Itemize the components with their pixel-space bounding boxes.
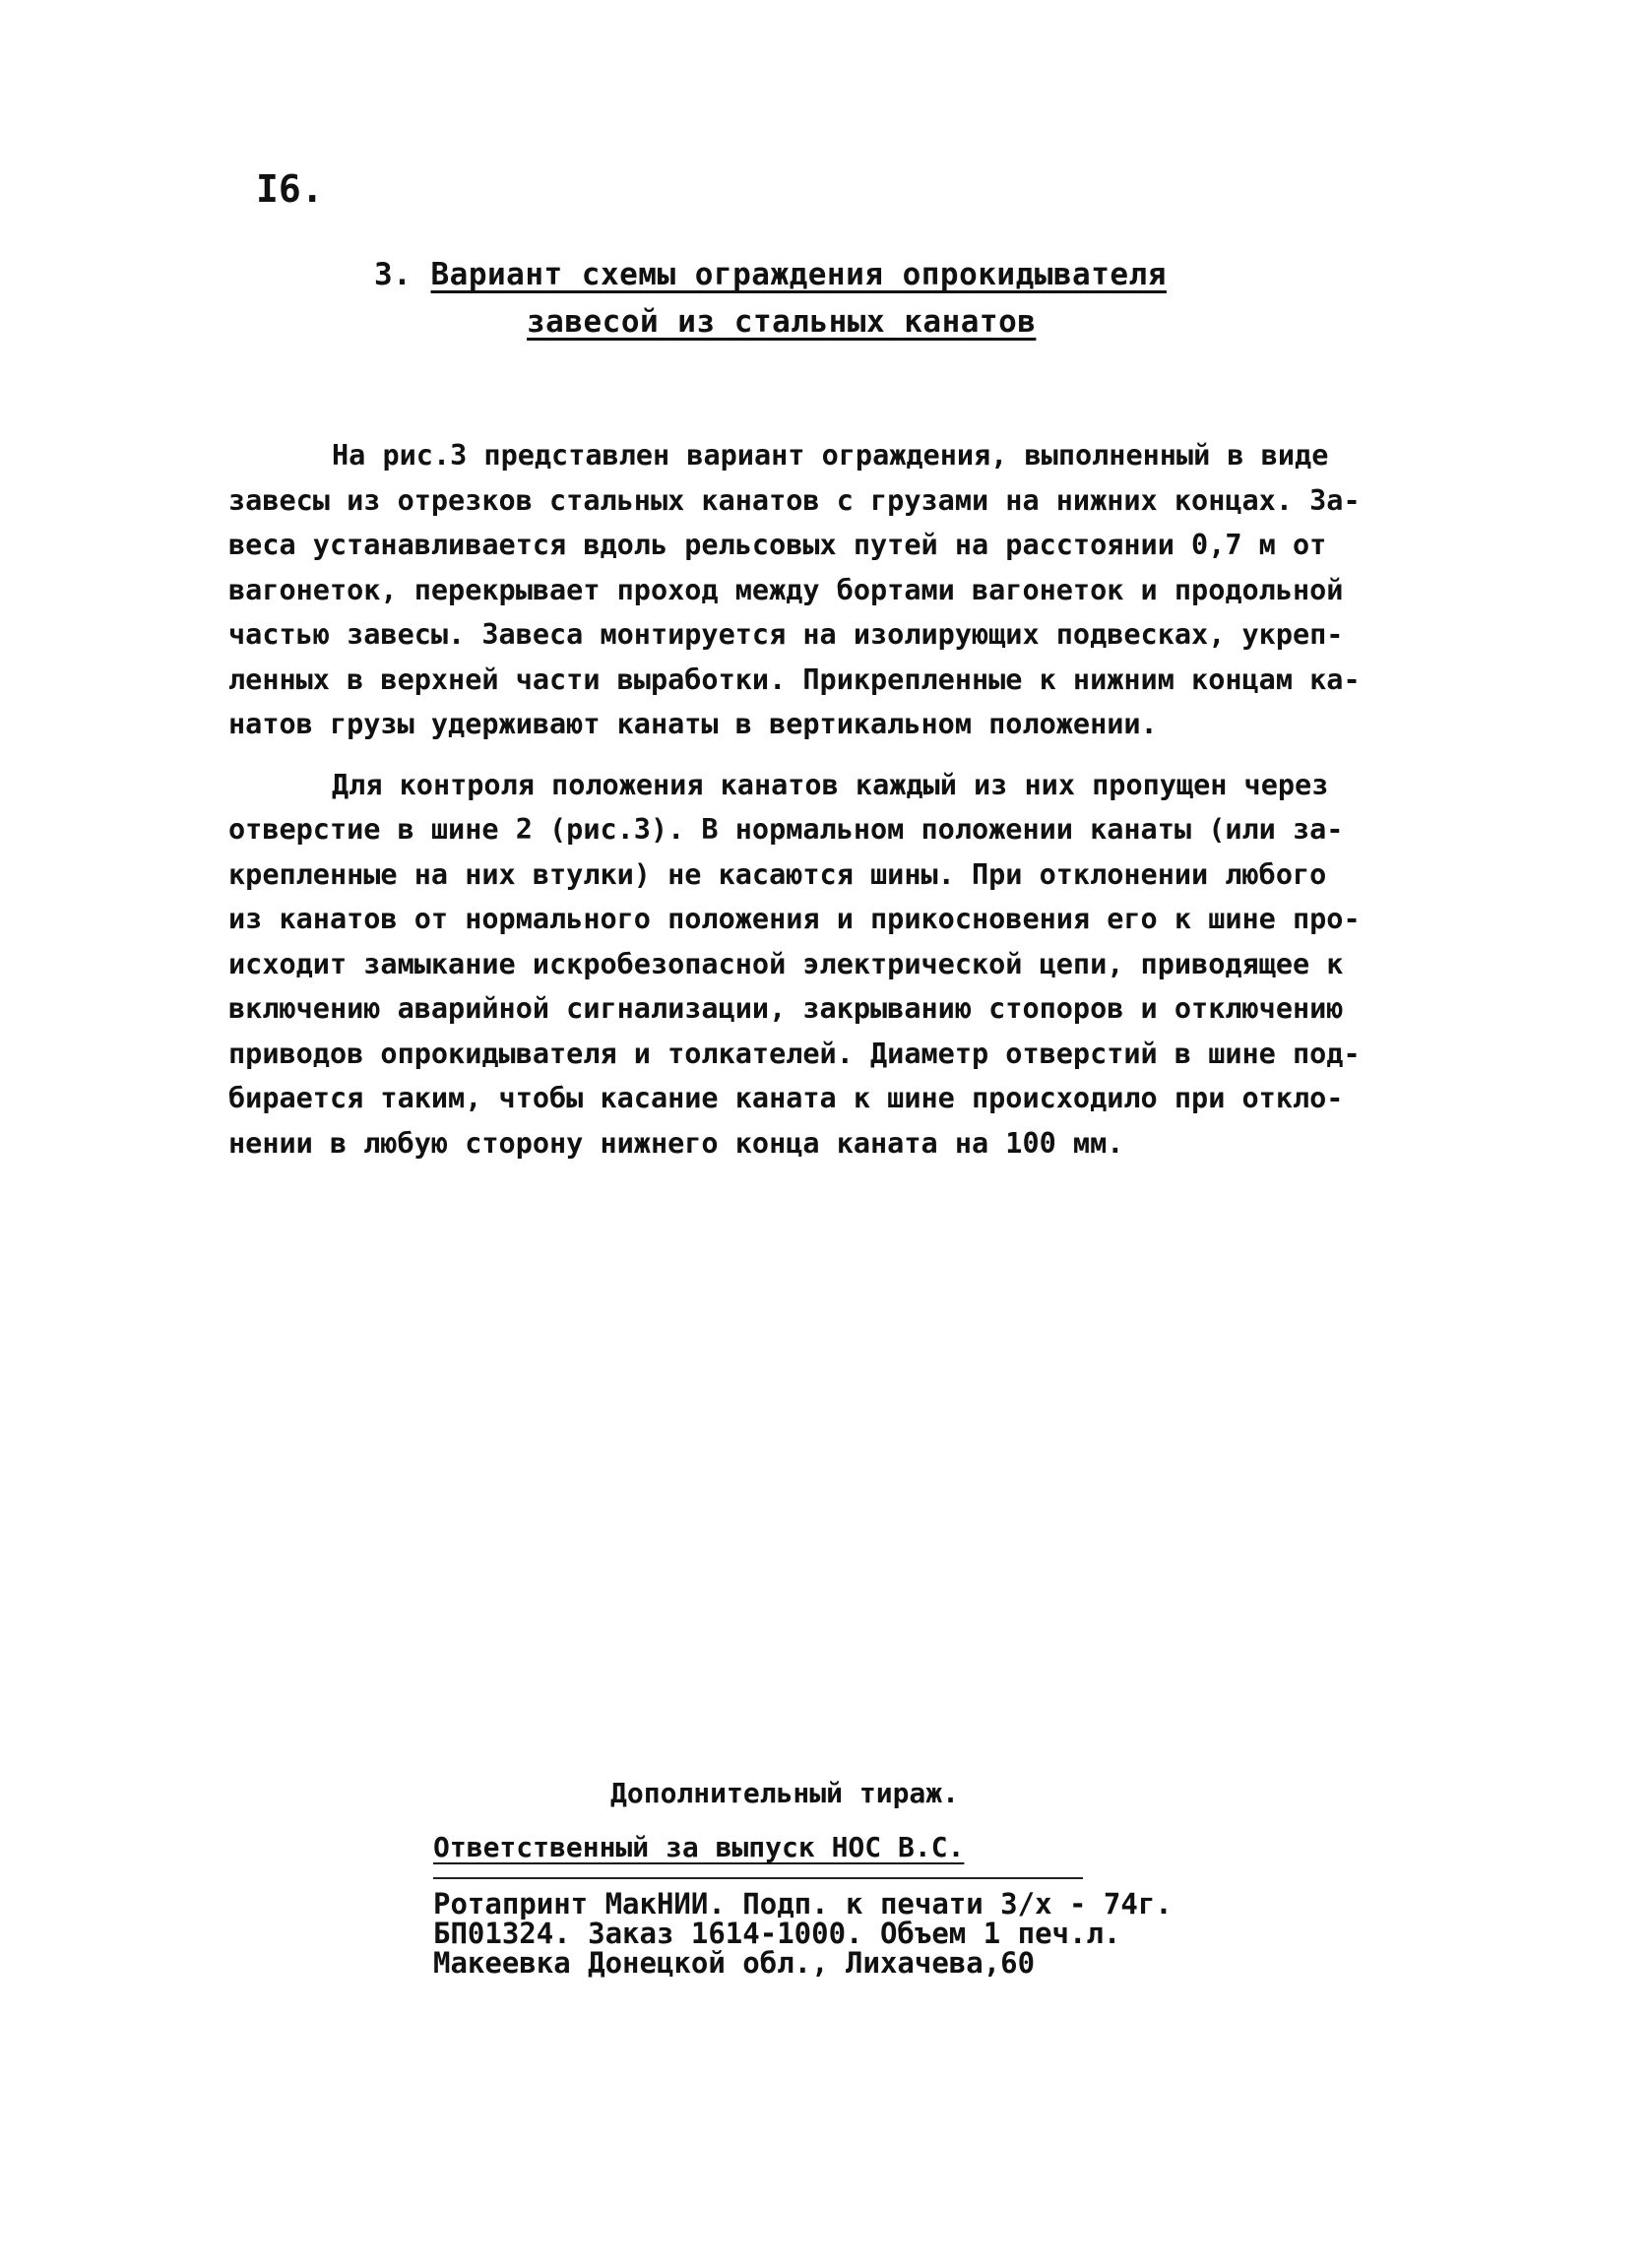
paragraph-line: приводов опрокидывателя и толкателей. Диаметр отверстий в шине под- <box>228 1037 1361 1070</box>
section-title-text2: завесой из стальных канатов <box>527 304 1037 340</box>
paragraph-line: веса устанавливается вдоль рельсовых путей на расстоянии 0,7 м от <box>228 529 1327 561</box>
imprint-responsible: Ответственный за выпуск НОС В.С. <box>433 1831 965 1863</box>
paragraph-line: частью завесы. Завеса монтируется на изолирующих подвесках, укреп- <box>228 618 1344 651</box>
paragraph-line: из канатов от нормального положения и прикосновения его к шине про- <box>228 903 1361 935</box>
paragraph-line: натов грузы удерживают канаты в вертикальном положении. <box>228 708 1158 740</box>
paragraph-line: На рис.3 представлен вариант ограждения, выполненный в виде <box>332 439 1329 472</box>
imprint-line2: БП01324. Заказ 1614-1000. Объем 1 печ.л. <box>433 1917 1121 1950</box>
section-title <box>374 251 1359 346</box>
imprint-divider <box>433 1877 1083 1879</box>
paragraph-line: бирается таким, чтобы касание каната к шине происходило при откло- <box>228 1082 1344 1114</box>
imprint-tirazh: Дополнительный тираж. <box>610 1777 960 1809</box>
imprint-line3: Макеевка Донецкой обл., Лихачева,60 <box>433 1946 1036 1980</box>
paragraph-line: нении в любую сторону нижнего конца каната на 100 мм. <box>228 1126 1124 1160</box>
paragraph-line: отверстие в шине 2 (рис.3). В нормальном положении канаты (или за- <box>228 813 1344 846</box>
imprint-block <box>433 1777 1221 1978</box>
paragraph-line: исходит замыкание искробезопасной электрической цепи, приводящее к <box>228 947 1344 980</box>
page-number: I6. <box>256 167 324 211</box>
imprint-line1: Ротапринт МакНИИ. Подп. к печати 3/х - 74г. <box>433 1887 1173 1921</box>
paragraph-line: включению аварийной сигнализации, закрыванию стопоров и отключению <box>228 992 1344 1025</box>
section-title-line2 <box>374 298 1359 346</box>
paragraph-1 <box>228 433 1449 747</box>
paragraph-2 <box>228 763 1449 1166</box>
section-title-line1 <box>374 251 1359 298</box>
paragraph-line: вагонеток, перекрывает проход между бортами вагонеток и продольной <box>228 573 1344 606</box>
section-title-text1: Вариант схемы ограждения опрокидывателя <box>430 257 1167 292</box>
paragraph-line: крепленные на них втулки) не касаются шины. При отклонении любого <box>228 857 1327 891</box>
body-text <box>228 433 1449 1181</box>
paragraph-line: ленных в верхней части выработки. Прикрепленные к нижним концам ка- <box>228 662 1361 696</box>
section-number: 3. <box>374 257 413 292</box>
paragraph-line: завесы из отрезков стальных канатов с грузами на нижних концах. За- <box>228 483 1361 517</box>
paragraph-line: Для контроля положения канатов каждый из них пропущен через <box>332 768 1329 801</box>
